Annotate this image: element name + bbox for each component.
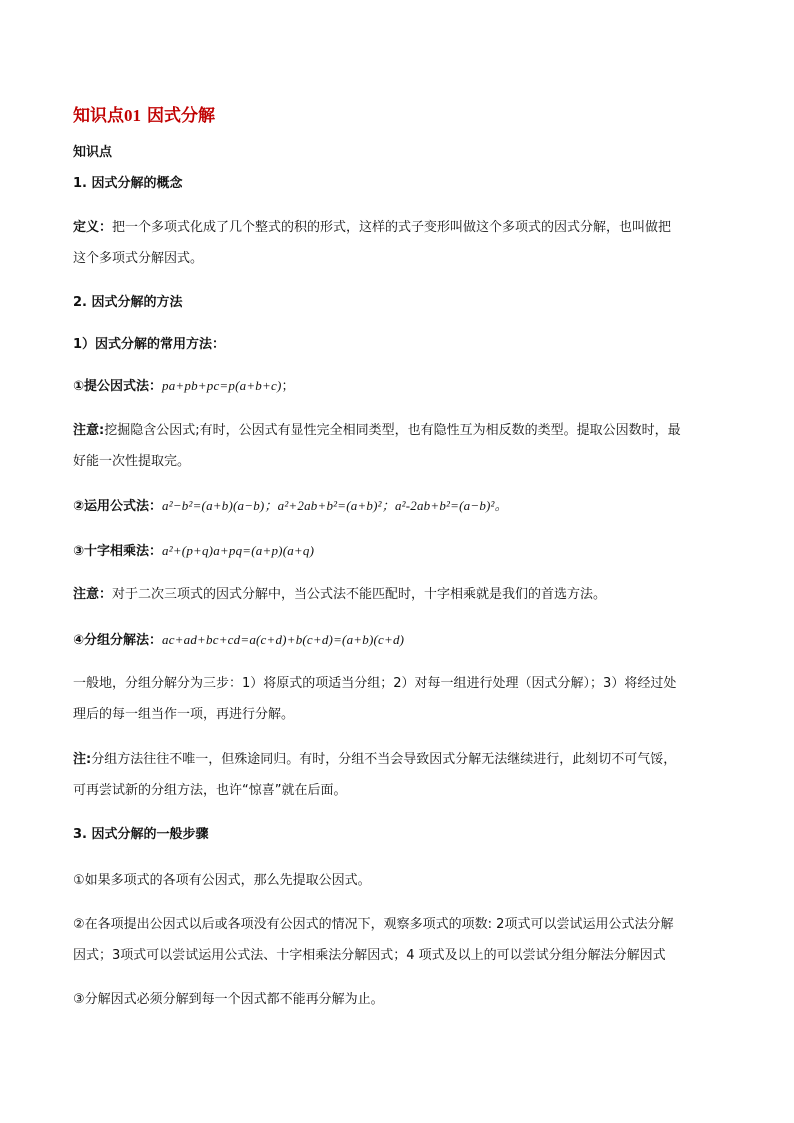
note-3-label: 注: [73,752,92,767]
method-4-line [73,624,723,656]
method-3-formula: a²+(p+q)a+pq=(a+p)(a+q) [162,543,315,558]
section-1-heading: 1. 因式分解的概念 [73,176,183,191]
method-1-line [73,370,723,402]
definition-text-line-2: 这个多项式分解因式。 [73,251,204,266]
note-2-line [73,579,723,610]
definition-paragraph [73,212,723,274]
note-3-paragraph [73,744,723,806]
definition-text-line-1: 把一个多项式化成了几个整式的积的形式，这样的式子变形叫做这个多项式的因式分解，也叫做把 [112,220,672,235]
subtitle: 知识点 [73,145,113,160]
method-1-formula: pa+pb+pc=p(a+b+c) [162,378,282,393]
section-2-heading: 2. 因式分解的方法 [73,295,183,310]
note-2-label: 注意： [73,587,113,602]
step-3-line: ③分解因式必须分解到每一个因式都不能再分解为止。 [73,992,384,1007]
note-1-text-line-2: 好能一次性提取完。 [73,454,191,469]
step-2-paragraph [73,909,723,971]
method-4-formula: ac+ad+bc+cd=a(c+d)+b(c+d)=(a+b)(c+d) [162,632,405,647]
definition-label: 定义： [73,220,113,235]
method-1-end: ； [281,379,295,394]
title-topic: 因式分解 [147,106,215,126]
method-2-formula: a²−b²=(a+b)(a−b)；a²+2ab+b²=(a+b)²；a²-2ab+b²=(a−b)²。 [162,498,508,513]
note-1-text-line-1: 挖掘隐含公因式;有时，公因式有显性完全相同类型，也有隐性互为相反数的类型。提取公因数时，最 [104,423,681,438]
step-2-line-2: 因式；3项式可以尝试运用公式法、十字相乘法分解因式；4 项式及以上的可以尝试分组分解法分解因式 [73,948,666,963]
note-3-text-line-2: 可再尝试新的分组方法，也许“惊喜”就在后面。 [73,783,347,798]
method-2-line [73,490,723,522]
note-3-text-line-1: 分组方法往往不唯一，但殊途同归。有时，分组不当会导致因式分解无法继续进行，此刻切不可气馁， [91,752,677,767]
method-4-label: ④分组分解法： [73,633,163,648]
step-1-line: ①如果多项式的各项有公因式，那么先提取公因式。 [73,873,371,888]
method-1-label: ①提公因式法： [73,379,163,394]
method-3-label: ③十字相乘法： [73,544,163,559]
method-2-label: ②运用公式法： [73,499,163,514]
grouping-steps-line-2: 理后的每一组当作一项，再进行分解。 [73,707,295,722]
title-number: 01 [124,106,141,125]
grouping-steps-paragraph [73,668,723,730]
page-title [73,104,723,128]
note-1-paragraph [73,415,723,477]
section-3-heading: 3. 因式分解的一般步骤 [73,827,209,842]
step-2-line-1: ②在各项提出公因式以后或各项没有公因式的情况下，观察多项式的项数: 2项式可以尝试运用公式法分解 [73,917,674,932]
grouping-steps-line-1: 一般地，分组分解分为三步：1）将原式的项适当分组；2）对每一组进行处理（因式分解）；3）将经过处 [73,676,677,691]
note-1-label: 注意: [73,423,105,438]
note-2-text: 对于二次三项式的因式分解中，当公式法不能匹配时，十字相乘就是我们的首选方法。 [112,587,607,602]
common-methods-heading: 1）因式分解的常用方法： [73,337,226,352]
title-prefix: 知识点 [73,106,124,126]
method-3-line [73,535,723,567]
